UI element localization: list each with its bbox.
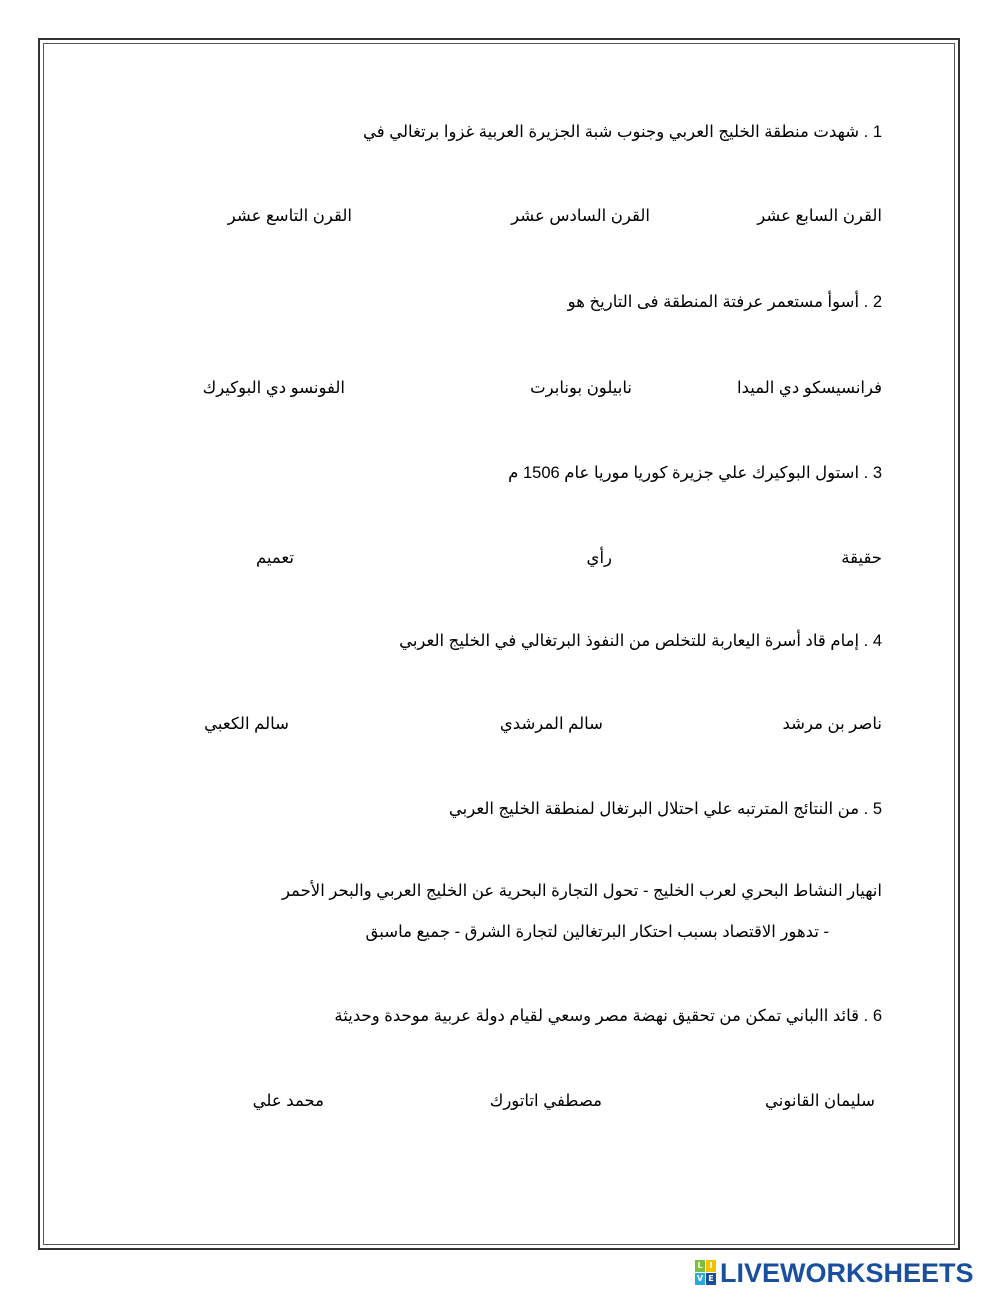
q4-option-3[interactable]: سالم الكعبي [204, 715, 289, 733]
q1-option-1[interactable]: القرن السابع عشر [757, 207, 882, 225]
q2-option-1[interactable]: فرانسيسكو دي الميدا [736, 379, 882, 397]
q5-options-line-1[interactable]: انهيار النشاط البحري لعرب الخليج - تحول التجارة البحرية عن الخليج العربي والبحر الأحمر [281, 882, 882, 900]
liveworksheets-logo-text: LIVEWORKSHEETS [720, 1257, 974, 1288]
q3-option-1[interactable]: حقيقة [841, 549, 882, 567]
question-2: 2 . أسوأ مستعمر عرفتة المنطقة فى التاريخ هو [567, 293, 882, 311]
q4-option-1[interactable]: ناصر بن مرشد [782, 715, 882, 733]
liveworksheets-logo-icon: L I V E [695, 1260, 717, 1286]
q6-option-3[interactable]: محمد علي [252, 1092, 324, 1110]
question-6: 6 . قائد االباني تمكن من تحقيق نهضة مصر وسعي لقيام دولة عربية موحدة وحديثة [334, 1007, 882, 1025]
question-4: 4 . إمام قاد أسرة اليعاربة للتخلص من النفوذ البرتغالي في الخليج العربي [399, 632, 882, 650]
question-1: 1 . شهدت منطقة الخليج العربي وجنوب شبة الجزيرة العربية غزوا برتغالي في [363, 123, 882, 141]
q2-option-2[interactable]: نابيلون بونابرت [530, 379, 632, 397]
question-3: 3 . استول البوكيرك علي جزيرة كوريا موريا عام 1506 م [508, 464, 882, 482]
q3-option-3[interactable]: تعميم [255, 549, 294, 567]
q6-option-1[interactable]: سليمان القانوني [765, 1092, 875, 1110]
q5-options-line-2[interactable]: - تدهور الاقتصاد بسبب احتكار البرتغالين لتجارة الشرق - جميع ماسبق [365, 923, 829, 941]
question-5: 5 . من النتائج المترتبه علي احتلال البرتغال لمنطقة الخليج العربي [448, 800, 882, 818]
q3-option-2[interactable]: رأي [586, 549, 612, 567]
q2-option-3[interactable]: الفونسو دي البوكيرك [202, 379, 345, 397]
q1-option-2[interactable]: القرن السادس عشر [511, 207, 650, 225]
q1-option-3[interactable]: القرن التاسع عشر [227, 207, 352, 225]
q4-option-2[interactable]: سالم المرشدي [499, 715, 603, 733]
q6-option-2[interactable]: مصطفي اتاتورك [489, 1092, 602, 1110]
liveworksheets-logo [695, 1259, 974, 1287]
